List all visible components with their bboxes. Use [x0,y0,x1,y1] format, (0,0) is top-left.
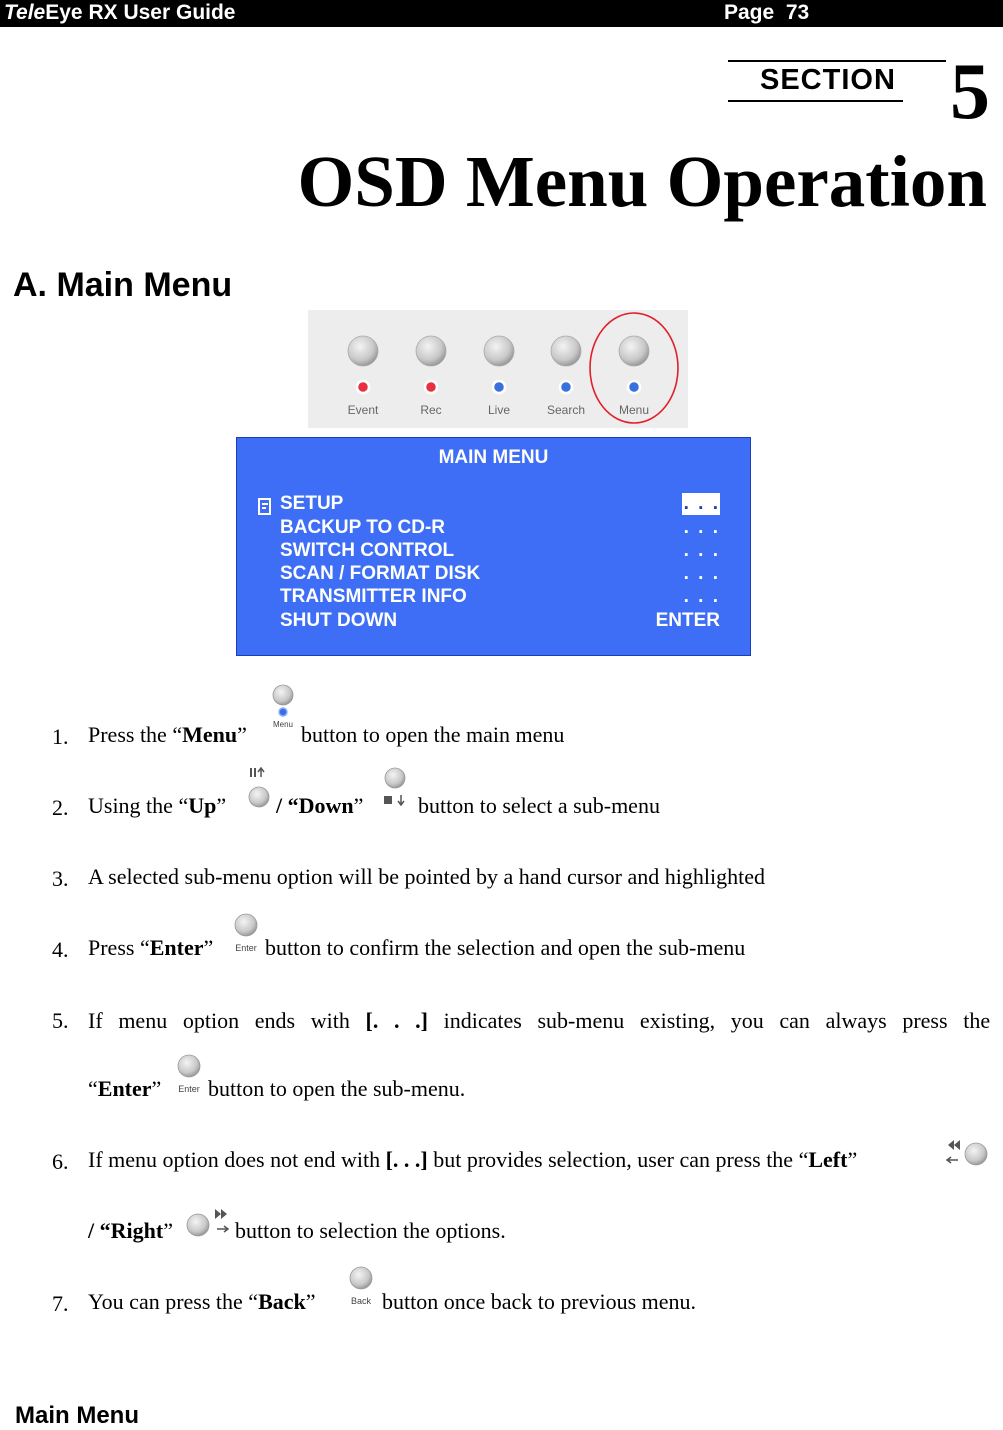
svg-text:Back: Back [350,1296,372,1306]
step-number: 3. [52,866,69,891]
section-rule-top [728,60,946,62]
page-number: Page 73 [724,1,810,24]
step-5-word: can [779,1008,810,1033]
enter-button-icon [230,912,262,956]
step-5-rest: button to open the sub-menu. [208,1076,466,1101]
step-7: You can press the “Back” [88,1289,316,1314]
step-1: Press the “Menu” [88,722,247,747]
step-4-rest: button to confirm the selection and open the sub-menu [265,935,746,960]
up-button-icon [245,766,275,812]
osd-item-shut-down[interactable]: SHUT DOWN ENTER [280,610,720,631]
step-7-rest: button once back to previous menu. [382,1289,697,1314]
step-5-word: always [825,1008,887,1033]
panel-button-label: Live [487,403,511,417]
step-5 [88,1008,990,1034]
step-5-word: you [730,1008,764,1033]
step-5-word: sub-menu [537,1008,625,1033]
osd-item-scan-format[interactable]: SCAN / FORMAT DISK . . . [280,563,720,584]
panel-button-label: Rec [420,403,442,417]
panel-button-label: Event [347,403,379,417]
step-5-cont: “Enter” [88,1076,162,1101]
step-3: A selected sub-menu option will be pointed by a hand cursor and highlighted [88,864,765,889]
enter-button-icon [173,1053,205,1097]
svg-text:Menu: Menu [272,720,294,729]
osd-main-menu [236,437,751,656]
down-button-icon [380,766,414,814]
led-indicator [628,381,640,393]
osd-item-backup[interactable]: BACKUP TO CD-R . . . [280,517,720,538]
panel-button-label: Search [546,403,586,417]
step-6: If menu option does not end with [. . .] but provides selection, user can press the “Left” [88,1147,858,1172]
front-panel-image [308,310,688,428]
step-5-word: option [182,1008,240,1033]
step-number: 6. [52,1149,69,1174]
footer-heading: Main Menu [15,1402,139,1429]
step-5-word: the [963,1008,991,1033]
step-4: Press “Enter” [88,935,214,960]
step-5-word: with [310,1008,350,1033]
step-number: 5. [52,1008,69,1033]
section-number: 5 [950,48,990,136]
panel-button-label: Menu [618,403,650,417]
hand-cursor-icon [257,497,273,517]
step-5-word: press [902,1008,948,1033]
step-number: 2. [52,795,69,820]
section-heading: A. Main Menu [13,266,233,304]
led-indicator [357,381,369,393]
osd-title: MAIN MENU [438,447,549,468]
osd-item-switch-control[interactable]: SWITCH CONTROL . . . [280,540,720,561]
section-label: SECTION [760,64,896,96]
right-button-icon [185,1205,233,1241]
step-5-word: [. . .] [365,1008,428,1033]
left-button-icon [942,1136,990,1172]
step-5-word: ends [254,1008,296,1033]
step-1-rest: button to open the main menu [301,722,565,747]
step-5-word: menu [118,1008,168,1033]
back-button-icon [344,1265,378,1309]
step-2: Using the “Up” [88,793,227,818]
led-indicator [425,381,437,393]
chapter-title: OSD Menu Operation [297,141,987,222]
step-5-word: existing, [639,1008,716,1033]
step-5-word: indicates [443,1008,522,1033]
step-2-mid: / “Down” [276,793,364,818]
osd-item-transmitter-info[interactable]: TRANSMITTER INFO . . . [280,586,720,607]
guide-title: TeleEye RX User Guide [4,1,236,24]
svg-text:Enter: Enter [235,943,257,953]
led-indicator [493,381,505,393]
led-indicator [560,381,572,393]
osd-item-setup[interactable]: SETUP . . . [280,493,720,514]
page-header [0,0,1003,27]
section-rule-bottom [728,100,903,102]
step-5-word: If [88,1008,103,1033]
svg-text:Enter: Enter [178,1084,200,1094]
step-number: 1. [52,724,69,749]
step-6-cont: / “Right” [88,1218,173,1243]
step-2-rest: button to select a sub-menu [418,793,660,818]
menu-button-icon [268,684,298,732]
step-6-rest: button to selection the options. [235,1218,506,1243]
step-number: 7. [52,1291,69,1316]
step-number: 4. [52,937,69,962]
